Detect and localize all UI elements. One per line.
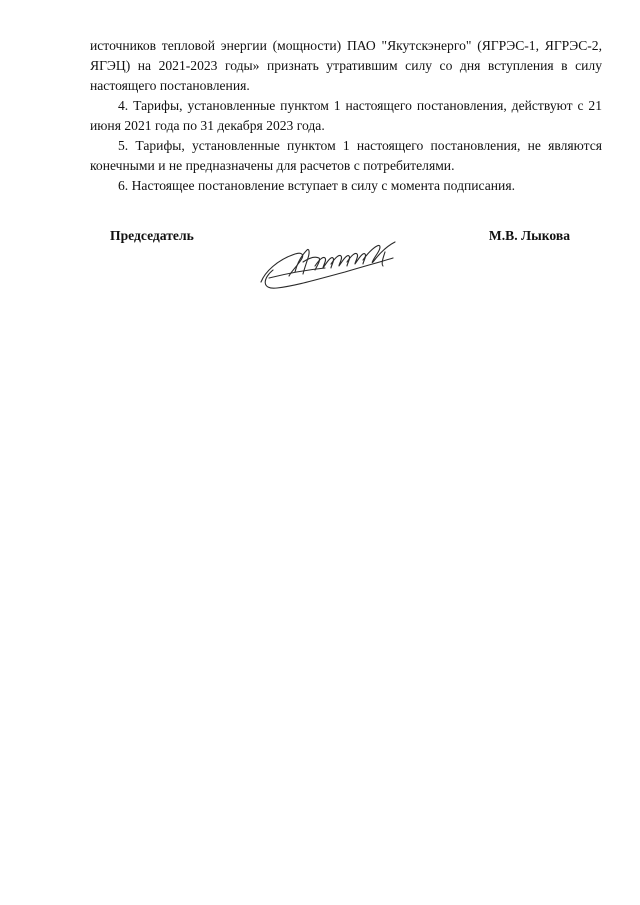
- paragraph-item-6: 6. Настоящее постановление вступает в силу с момента подписания.: [118, 178, 515, 193]
- document-body: [90, 36, 602, 196]
- paragraph-item-4: 4. Тарифы, установленные пунктом 1 настоящего постановления, действуют с 21 июня 2021 года по 31 декабря 2023 года.: [90, 98, 602, 133]
- signatory-name: М.В. Лыкова: [488, 228, 570, 243]
- signatory-title: Председатель: [110, 228, 194, 243]
- paragraph-item-5: 5. Тарифы, установленные пунктом 1 настоящего постановления, не являются конечными и не предназначены для расчетов с потребителями.: [90, 138, 602, 173]
- handwritten-signature-icon: [255, 232, 415, 294]
- paragraph-continuation: источников тепловой энергии (мощности) ПАО "Якутскэнерго" (ЯГРЭС-1, ЯГРЭС-2, ЯГЭЦ) на 2021-2023 годы» признать утратившим силу со дня вступления в силу настоящего постановления.: [90, 38, 602, 93]
